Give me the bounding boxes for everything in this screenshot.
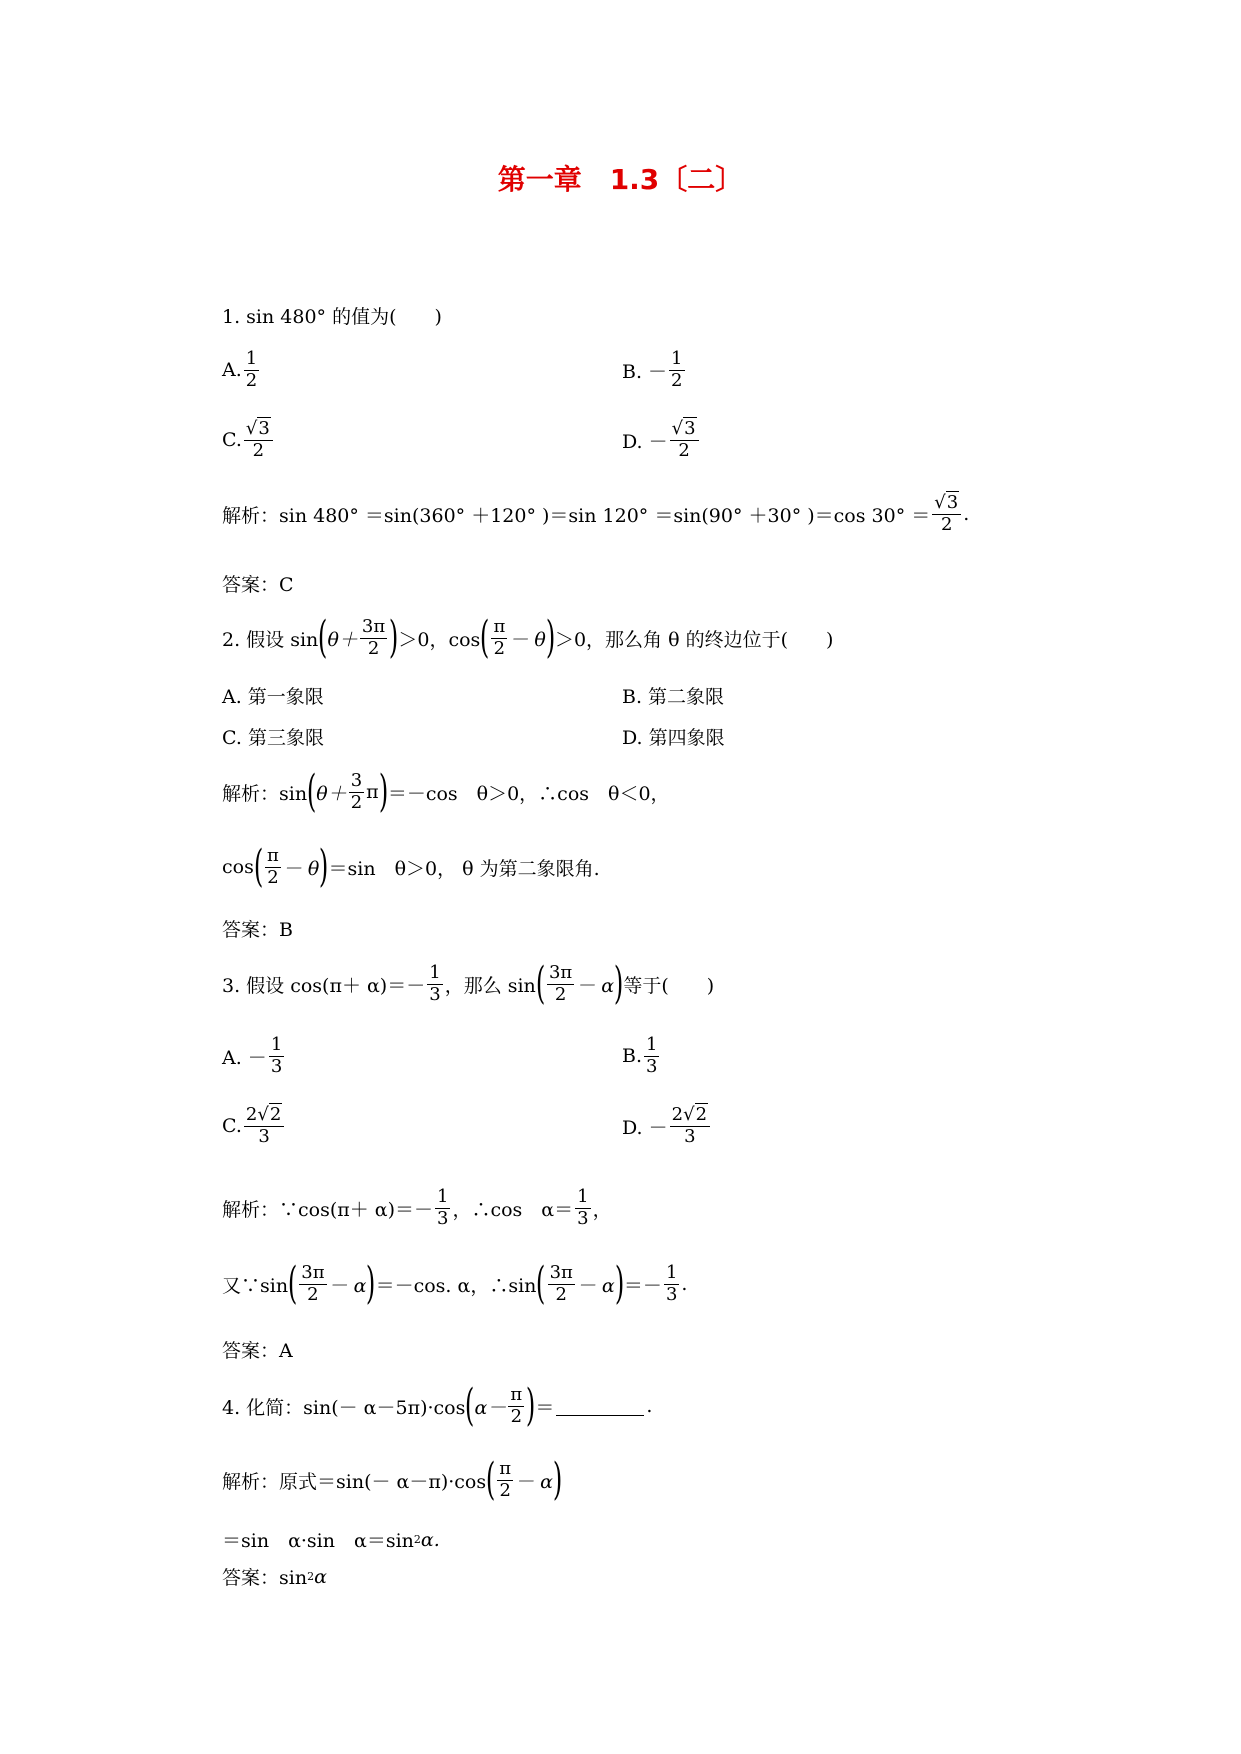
q2-option-d: D. 第四象限 (622, 727, 725, 749)
sqrt-icon: √ (671, 418, 684, 439)
q1-answer: 答案：C (222, 574, 294, 596)
answer-blank (556, 1397, 644, 1416)
question-4-stem: 4. 化简：sin(－ α－5π)·cos ( α－ π 2 ) ＝ . (222, 1380, 653, 1431)
q4-analysis-line-1: 解析：原式＝sin(－ α－π)·cos ( π 2 － α ) (222, 1454, 563, 1505)
q3-option-d: D. － 2√2 3 (622, 1106, 712, 1147)
q2-option-b: B. 第二象限 (622, 686, 725, 708)
q1-analysis: 解析： sin 480° ＝sin(360° ＋120° )＝sin 120° ＝sin(90° ＋30° )＝cos 30° ＝ √3 2 . (222, 492, 970, 535)
fraction: 3 2 (350, 769, 363, 813)
q1-option-d: D. － √3 2 (622, 420, 701, 461)
fraction: 3π 2 (361, 615, 386, 659)
fraction: π 2 (510, 1383, 523, 1427)
q3-answer: 答案：A (222, 1340, 293, 1362)
q2-answer: 答案：B (222, 919, 293, 941)
fraction: π 2 (493, 615, 506, 659)
fraction: 1 3 (646, 1034, 658, 1077)
fraction: √3 2 (670, 420, 699, 461)
question-2-stem: 2. 假设 sin ( θ＋ 3π 2 ) ＞0，cos ( π 2 － θ ) ＞0，那么角 θ 的终边位于( ) (222, 612, 834, 663)
fraction: 3π 2 (548, 961, 573, 1005)
sqrt-icon: √ (257, 1104, 269, 1125)
sqrt-icon: √ (934, 492, 946, 513)
q3-analysis-line-2: 又∵sin ( 3π 2 － α ) ＝－cos. α，∴sin ( 3π 2 － α ) ＝－ 1 3 . (222, 1258, 688, 1309)
fraction: 1 3 (429, 961, 441, 1005)
fraction: 1 2 (245, 348, 258, 391)
q3-analysis-line-1: 解析：∵cos(π＋ α)＝－ 1 3 ，∴cos α＝ 1 3 ， (222, 1186, 612, 1229)
fraction: 2√2 3 (244, 1106, 284, 1147)
fraction: 1 3 (270, 1034, 283, 1077)
q1-option-a: A. 1 2 (222, 348, 258, 391)
q2-analysis-line-2: cos ( π 2 － θ ) ＝sin θ＞0， θ 为第二象限角. (222, 841, 600, 892)
q2-analysis-line-1: 解析：sin ( θ＋ 3 2 π ) ＝－cos θ＞0，∴cos θ＜0， (222, 766, 670, 817)
fraction: √3 2 (244, 420, 273, 461)
fraction: 3π 2 (301, 1261, 325, 1305)
fraction: π 2 (499, 1457, 512, 1501)
fraction: 1 3 (665, 1261, 678, 1305)
q1-option-b: B. － 1 2 (622, 348, 683, 391)
fraction: 1 3 (437, 1186, 449, 1229)
q1-option-c: C. √3 2 (222, 420, 275, 461)
q4-answer: 答案：sin 2 α (222, 1565, 327, 1589)
fraction: 3π 2 (549, 1261, 573, 1305)
q3-option-b: B. 1 3 (622, 1034, 658, 1077)
fraction: 1 3 (577, 1186, 589, 1229)
q2-option-a: A. 第一象限 (222, 686, 324, 708)
fraction: π 2 (267, 844, 279, 888)
q4-analysis-line-2: ＝sin α·sin α＝sin 2 α. (222, 1528, 440, 1552)
page-title: 第一章 1.3〔二〕 (497, 163, 744, 196)
question-3-stem: 3. 假设 cos(π＋ α)＝－ 1 3 ，那么 sin ( 3π 2 － α ) 等于( ) (222, 958, 715, 1009)
sqrt-icon: √ (245, 418, 258, 439)
fraction: √3 2 (932, 494, 961, 535)
question-1-stem: 1. sin 480° 的值为( ) (222, 306, 442, 328)
q2-option-c: C. 第三象限 (222, 727, 324, 749)
fraction: 2√2 3 (670, 1106, 710, 1147)
q3-option-a: A. － 1 3 (222, 1034, 283, 1077)
q3-option-c: C. 2√2 3 (222, 1106, 286, 1147)
fraction: 1 2 (671, 348, 683, 391)
sqrt-icon: √ (683, 1104, 695, 1125)
